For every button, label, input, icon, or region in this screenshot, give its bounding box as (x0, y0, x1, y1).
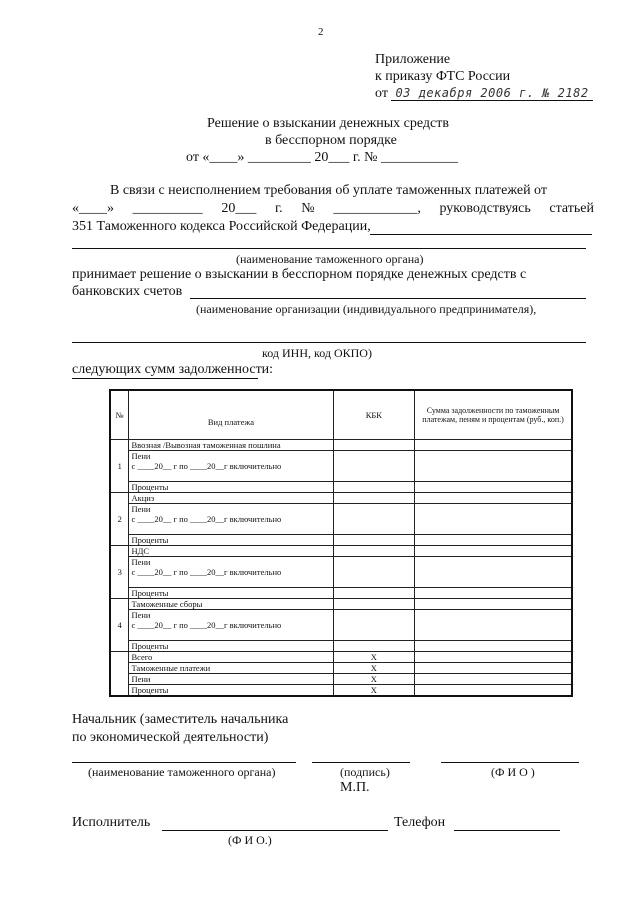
group-number: 3 (110, 545, 129, 598)
table-row (110, 598, 572, 609)
peni-cell (129, 609, 333, 640)
requirement-month: __________ (132, 201, 203, 216)
executor-line (162, 830, 388, 831)
sum-cell[interactable] (415, 450, 572, 481)
table-row (110, 587, 572, 598)
sum-cell[interactable] (415, 587, 572, 598)
peni-cell (129, 503, 333, 534)
organization-field-line (190, 298, 586, 299)
page-number: 2 (318, 26, 324, 38)
table-row (110, 609, 572, 640)
signer-title-line1: Начальник (заместитель начальника (72, 712, 289, 727)
table-row (110, 640, 572, 651)
total-label: Всего (129, 651, 333, 662)
sum-cell[interactable] (415, 609, 572, 640)
appendix-from: от (375, 86, 388, 101)
fio-line (441, 762, 579, 763)
sum-cell[interactable] (415, 545, 572, 556)
total-kbk-mark: X (333, 662, 415, 673)
executor-label: Исполнитель (72, 815, 151, 830)
requirement-year: 20___ (221, 201, 257, 216)
sum-cell[interactable] (415, 534, 572, 545)
sum-cell[interactable] (415, 439, 572, 450)
signer-org-caption: (наименование таможенного органа) (88, 765, 276, 779)
peni-label: Пени (131, 609, 151, 620)
percent-label: Проценты (129, 534, 333, 545)
total-row (110, 651, 572, 662)
payment-name: НДС (129, 545, 333, 556)
peni-cell (129, 556, 333, 587)
total-row (110, 662, 572, 673)
sum-cell[interactable] (415, 662, 572, 673)
total-row (110, 673, 572, 684)
total-kbk-mark: X (333, 684, 415, 696)
kbk-cell[interactable] (333, 556, 415, 587)
debt-table (109, 389, 573, 697)
kbk-cell[interactable] (333, 609, 415, 640)
document-title: Решение о взыскании денежных средств (207, 116, 449, 131)
appendix-line2: к приказу ФТС России (375, 69, 511, 84)
peni-period: с ____20__ г по ____20__г включительно (131, 513, 282, 524)
total-label: Проценты (129, 684, 333, 696)
customs-field-line2 (72, 248, 586, 249)
total-label: Таможенные платежи (129, 662, 333, 673)
requirement-number: ____________, (333, 201, 421, 216)
sum-cell[interactable] (415, 651, 572, 662)
paragraph1-line1: В связи с неисполнением требования об уплате таможенных платежей от (110, 183, 547, 198)
table-header-row (110, 390, 572, 439)
requirement-number-sign: № (301, 201, 315, 216)
appendix-line1: Приложение (375, 52, 451, 67)
percent-label: Проценты (129, 587, 333, 598)
decision-date-line: от «____» _________ 20___ г. № ___________ (186, 150, 458, 165)
sum-cell[interactable] (415, 481, 572, 492)
kbk-cell[interactable] (333, 545, 415, 556)
inn-caption: код ИНН, код ОКПО) (262, 346, 372, 360)
group-number: 1 (110, 439, 129, 492)
appendix-line3 (375, 86, 593, 102)
sum-cell[interactable] (415, 684, 572, 696)
sum-cell[interactable] (415, 556, 572, 587)
peni-cell (129, 450, 333, 481)
sum-cell[interactable] (415, 492, 572, 503)
signature-line (312, 762, 410, 763)
group-number: 2 (110, 492, 129, 545)
total-row (110, 684, 572, 696)
document-subtitle: в бесспорном порядке (265, 133, 397, 148)
requirement-year-suffix: г. (274, 201, 283, 216)
payment-name: Таможенные сборы (129, 598, 333, 609)
table-row (110, 545, 572, 556)
kbk-cell[interactable] (333, 481, 415, 492)
paragraph2-line1: принимает решение о взыскании в бесспорном порядке денежных средств с (72, 267, 527, 282)
sum-cell[interactable] (415, 640, 572, 651)
table-row (110, 450, 572, 481)
table-row (110, 503, 572, 534)
peni-period: с ____20__ г по ____20__г включительно (131, 566, 282, 577)
fio-caption: (Ф И О ) (491, 765, 535, 779)
peni-period: с ____20__ г по ____20__г включительно (131, 619, 282, 630)
payment-name: Акциз (129, 492, 333, 503)
header-payment-type: Вид платежа (129, 390, 333, 439)
kbk-cell[interactable] (333, 640, 415, 651)
kbk-cell[interactable] (333, 587, 415, 598)
organization-caption: (наименование организации (индивидуального предпринимателя), (196, 302, 537, 316)
kbk-cell[interactable] (333, 598, 415, 609)
table-row (110, 556, 572, 587)
stamp-place: М.П. (340, 780, 370, 795)
total-label: Пени (129, 673, 333, 684)
totals-num-cell (110, 651, 129, 696)
kbk-cell[interactable] (333, 534, 415, 545)
kbk-cell[interactable] (333, 503, 415, 534)
phone-line (454, 830, 560, 831)
sums-label: следующих сумм задолженности: (72, 362, 274, 377)
percent-label: Проценты (129, 481, 333, 492)
customs-field-line1 (370, 234, 592, 235)
sums-underline (72, 378, 258, 379)
executor-fio-caption: (Ф И О.) (228, 833, 272, 847)
signature-caption: (подпись) (340, 765, 390, 779)
signer-title-line2: по экономической деятельности) (72, 730, 269, 745)
group-number: 4 (110, 598, 129, 651)
sum-cell[interactable] (415, 503, 572, 534)
total-kbk-mark: X (333, 651, 415, 662)
kbk-cell[interactable] (333, 439, 415, 450)
guided-by-text: руководствуясь (439, 201, 531, 216)
header-num: № (110, 390, 129, 439)
table-row (110, 439, 572, 450)
payment-name: Ввозная /Вывозная таможенная пошлина (129, 439, 333, 450)
header-debt-sum: Сумма задолженности по таможенным платежам, пеням и процентам (руб., коп.) (415, 390, 572, 439)
table-row (110, 492, 572, 503)
paragraph2-line2: банковских счетов (72, 284, 183, 299)
requirement-day: «____» (72, 201, 114, 216)
phone-label: Телефон (394, 815, 446, 830)
kbk-cell[interactable] (333, 492, 415, 503)
kbk-cell[interactable] (333, 450, 415, 481)
article-text: статьей (549, 201, 594, 216)
table-row (110, 534, 572, 545)
signer-org-line (72, 762, 296, 763)
sum-cell[interactable] (415, 598, 572, 609)
header-kbk: КБК (333, 390, 415, 439)
peni-label: Пени (131, 556, 151, 567)
customs-caption: (наименование таможенного органа) (236, 252, 424, 266)
peni-period: с ____20__ г по ____20__г включительно (131, 460, 282, 471)
peni-label: Пени (131, 503, 151, 514)
paragraph1-line3: 351 Таможенного кодекса Российской Федерации, (72, 219, 371, 234)
peni-label: Пени (131, 450, 151, 461)
sum-cell[interactable] (415, 673, 572, 684)
inn-field-line (72, 342, 586, 343)
percent-label: Проценты (129, 640, 333, 651)
appendix-order-date: 03 декабря 2006 г. № 2182 (391, 86, 592, 101)
total-kbk-mark: X (333, 673, 415, 684)
table-row (110, 481, 572, 492)
paragraph1-line2 (72, 201, 594, 217)
